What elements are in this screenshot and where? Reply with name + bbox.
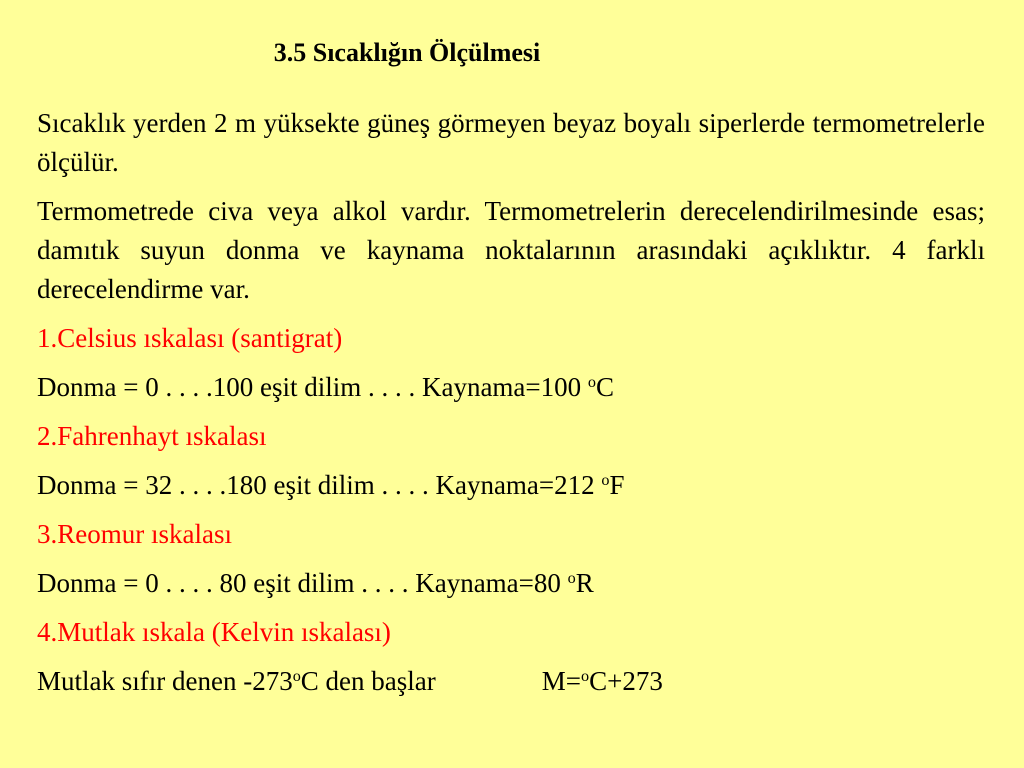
heading-reaumur: 3.Reomur ıskalası bbox=[37, 519, 232, 549]
heading-fahrenheit: 2.Fahrenhayt ıskalası bbox=[37, 421, 267, 451]
desc-absolute-zero bbox=[37, 662, 985, 701]
desc-reaumur bbox=[37, 564, 985, 603]
kelvin-formula-suffix: C+273 bbox=[589, 666, 663, 696]
unit-fahrenheit: F bbox=[609, 470, 625, 500]
heading-celsius: 1.Celsius ıskalası (santigrat) bbox=[37, 323, 343, 353]
degree-superscript: o bbox=[581, 667, 590, 686]
degree-superscript: o bbox=[601, 471, 610, 490]
desc-fahrenheit-text: Donma = 32 . . . .180 eşit dilim . . . . Kaynama=212 bbox=[37, 470, 602, 500]
paragraph-measurement: Sıcaklık yerden 2 m yüksekte güneş görmeyen beyaz boyalı siperlerde termometrelerle ölçülür. bbox=[37, 108, 985, 177]
absolute-zero-text: Mutlak sıfır denen -273 bbox=[37, 666, 293, 696]
degree-superscript: o bbox=[292, 667, 301, 686]
slide-title bbox=[0, 38, 1024, 68]
desc-reaumur-text: Donma = 0 . . . . 80 eşit dilim . . . . Kaynama=80 bbox=[37, 568, 568, 598]
unit-reaumur: R bbox=[575, 568, 594, 598]
kelvin-formula-prefix: M= bbox=[541, 666, 581, 696]
desc-fahrenheit bbox=[37, 466, 985, 505]
heading-kelvin: 4.Mutlak ıskala (Kelvin ıskalası) bbox=[37, 617, 391, 647]
slide-content bbox=[37, 104, 985, 711]
degree-superscript: o bbox=[587, 373, 596, 392]
unit-celsius: C bbox=[595, 372, 614, 402]
paragraph-thermometer: Termometrede civa veya alkol vardır. Termometrelerin derecelendirilmesinde esas; damıtık suyun donma ve kaynama noktalarının arasındaki açıklıktır. 4 farklı derecelendirme var. bbox=[37, 196, 985, 304]
absolute-zero-text-end: C den başlar bbox=[300, 666, 436, 696]
desc-celsius bbox=[37, 368, 985, 407]
slide-title-text: 3.5 Sıcaklığın Ölçülmesi bbox=[273, 38, 541, 67]
desc-celsius-text: Donma = 0 . . . .100 eşit dilim . . . . Kaynama=100 bbox=[37, 372, 588, 402]
degree-superscript: o bbox=[567, 569, 576, 588]
